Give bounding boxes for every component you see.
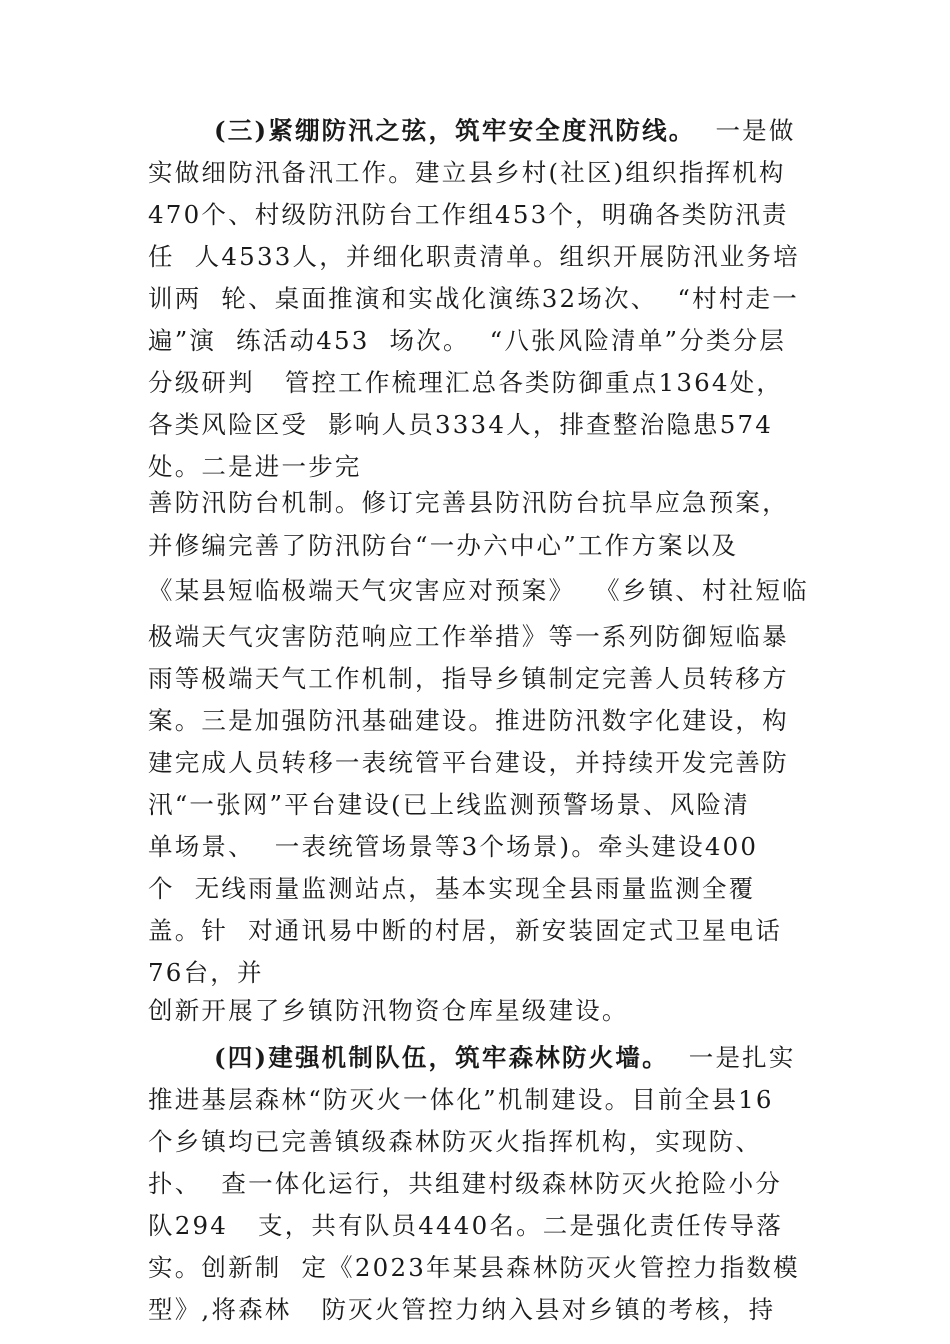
section3-line: 各类风险区受 影响人员3334人，排查整治隐患574 — [148, 410, 774, 439]
section3-line: 分级研判 管控工作梳理汇总各类防御重点1364处， — [148, 368, 784, 397]
section3-line: 76台，并 — [148, 958, 264, 987]
section4-line: 推进基层森林“防灭火一体化”机制建设。目前全县16 — [148, 1085, 774, 1114]
section3-line: 并修编完善了防汛防台“一办六中心”工作方案以及 — [148, 531, 739, 560]
section3-first-line — [214, 115, 796, 147]
section4-line: 型》,将森林 防灭火管控力纳入县对乡镇的考核，持 — [148, 1295, 776, 1324]
section3-line: 单场景、 一表统管场景等3个场景)。牵头建设400 — [148, 832, 759, 861]
section3-line: 极端天气灾害防范响应工作举措》等一系列防御短临暴 — [148, 622, 789, 651]
section3-line: 建完成人员转移一表统管平台建设，并持续开发完善防 — [148, 748, 789, 777]
section3-line: 盖。针 对通讯易中断的村居，新安装固定式卫星电话 — [148, 916, 783, 945]
section3-line: 个 无线雨量监测站点，基本实现全县雨量监测全覆 — [148, 874, 756, 903]
section4-heading: (四)建强机制队伍，筑牢森林防火墙。 — [214, 1043, 669, 1072]
section3-heading: (三)紧绷防汛之弦，筑牢安全度汛防线。 — [214, 116, 696, 145]
section4-line: 个乡镇均已完善镇级森林防灭火指挥机构，实现防、 — [148, 1127, 763, 1156]
section3-line: 案。三是加强防汛基础建设。推进防汛数字化建设，构 — [148, 706, 789, 735]
section3-line: 一是做 — [715, 116, 796, 145]
section4-line: 实。创新制 定《2023年某县森林防灭火管控力指数模 — [148, 1253, 800, 1282]
section3-line: 任 人4533人，并细化职责清单。组织开展防汛业务培 — [148, 242, 800, 271]
section3-line: 雨等极端天气工作机制，指导乡镇制定完善人员转移方 — [148, 664, 789, 693]
section3-line: 遍”演 练活动453 场次。 “八张风险清单”分类分层 — [148, 326, 787, 355]
section3-line: 创新开展了乡镇防汛物资仓库星级建设。 — [148, 996, 629, 1025]
section3-line: 善防汛防台机制。修订完善县防汛防台抗旱应急预案， — [148, 488, 789, 517]
section4-first-line — [214, 1042, 796, 1074]
section3-line: 处。二是进一步完 — [148, 452, 362, 481]
section3-line: 实做细防汛备汛工作。建立县乡村(社区)组织指挥机构 — [148, 158, 786, 187]
section4-line: 一是扎实 — [688, 1043, 796, 1072]
section4-line: 扑、 查一体化运行，共组建村级森林防灭火抢险小分 — [148, 1169, 783, 1198]
section3-line: 汛“一张网”平台建设(已上线监测预警场景、风险清 — [148, 790, 750, 819]
section3-line: 470个、村级防汛防台工作组453个，明确各类防汛责 — [148, 200, 789, 229]
section3-line: 训两 轮、桌面推演和实战化演练32场次、 “村村走一 — [148, 284, 799, 313]
section3-line: 《某县短临极端天气灾害应对预案》 《乡镇、村社短临 — [148, 576, 809, 605]
section4-line: 队294 支，共有队员4440名。二是强化责任传导落 — [148, 1211, 784, 1240]
